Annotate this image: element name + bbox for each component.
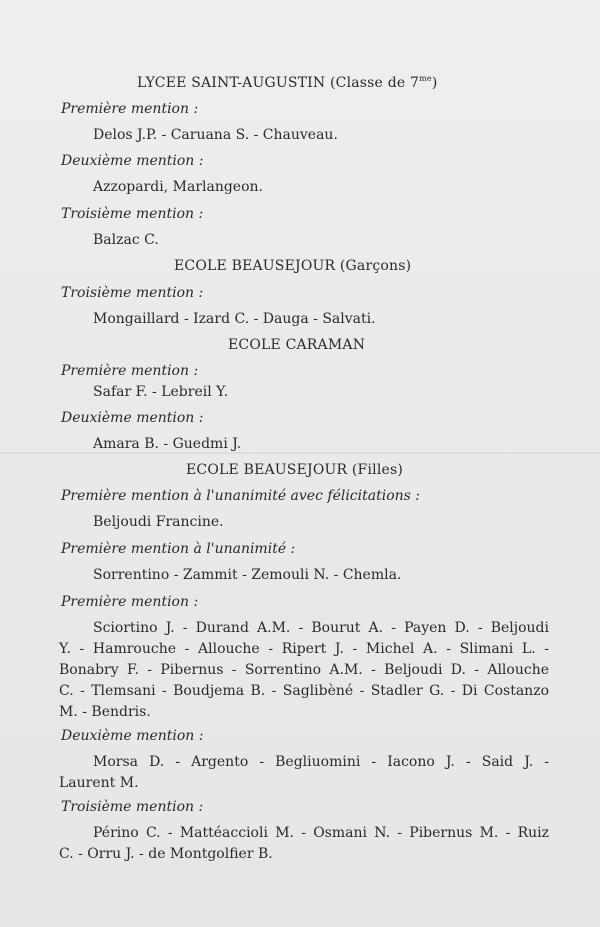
names-line: M. - Bendris. bbox=[59, 704, 151, 720]
names-line: Y. - Hamrouche - Allouche - Ripert J. - Michel A. - Slimani L. - bbox=[59, 641, 549, 657]
section-heading-lycee: LYCEE SAINT-AUGUSTIN (Classe de $7^{me}$) bbox=[137, 74, 438, 91]
names-line: Périno C. - Mattéaccioli M. - Osmani N. - Pibernus M. - Ruiz bbox=[93, 825, 549, 841]
names-line: Bonabry F. - Pibernus - Sorrentino A.M. - Beljoudi D. - Allouche bbox=[59, 662, 549, 678]
mention-label: Troisième mention : bbox=[61, 285, 204, 301]
names-line: Sorrentino - Zammit - Zemouli N. - Chemla. bbox=[93, 567, 402, 583]
mention-label: Première mention : bbox=[61, 363, 199, 379]
names-line: Beljoudi Francine. bbox=[93, 514, 224, 530]
names-line: C. - Orru J. - de Montgolfier B. bbox=[59, 846, 273, 862]
section-heading-beausejour-filles: ECOLE BEAUSEJOUR (Filles) bbox=[186, 462, 404, 478]
mention-label: Deuxième mention : bbox=[61, 728, 204, 744]
paper-fold bbox=[0, 452, 600, 454]
section-heading-beausejour-garcons: ECOLE BEAUSEJOUR (Garçons) bbox=[174, 258, 412, 274]
names-line: Azzopardi, Marlangeon. bbox=[93, 179, 263, 195]
names-line: Balzac C. bbox=[93, 232, 159, 248]
mention-label: Troisième mention : bbox=[61, 206, 204, 222]
names-line: Morsa D. - Argento - Begliuomini - Iacono J. - Said J. - bbox=[93, 754, 549, 770]
section-heading-caraman: ECOLE CARAMAN bbox=[228, 337, 366, 353]
mention-label: Troisième mention : bbox=[61, 799, 204, 815]
names-line: Laurent M. bbox=[59, 775, 139, 791]
names-line: Amara B. - Guedmi J. bbox=[93, 436, 242, 452]
names-line: Mongaillard - Izard C. - Dauga - Salvati. bbox=[93, 311, 376, 327]
names-line: Safar F. - Lebreil Y. bbox=[93, 384, 229, 400]
mention-label: Deuxième mention : bbox=[61, 410, 204, 426]
names-line: Delos J.P. - Caruana S. - Chauveau. bbox=[93, 127, 338, 143]
mention-label: Première mention à l'unanimité : bbox=[61, 541, 296, 557]
mention-label: Première mention à l'unanimité avec félicitations : bbox=[61, 488, 420, 504]
mention-label: Première mention : bbox=[61, 594, 199, 610]
mention-label: Deuxième mention : bbox=[61, 153, 204, 169]
names-line: Sciortino J. - Durand A.M. - Bourut A. - Payen D. - Beljoudi bbox=[93, 620, 549, 636]
mention-label: Première mention : bbox=[61, 101, 199, 117]
names-line: C. - Tlemsani - Boudjema B. - Saglibèné - Stadler G. - Di Costanzo bbox=[59, 683, 549, 699]
